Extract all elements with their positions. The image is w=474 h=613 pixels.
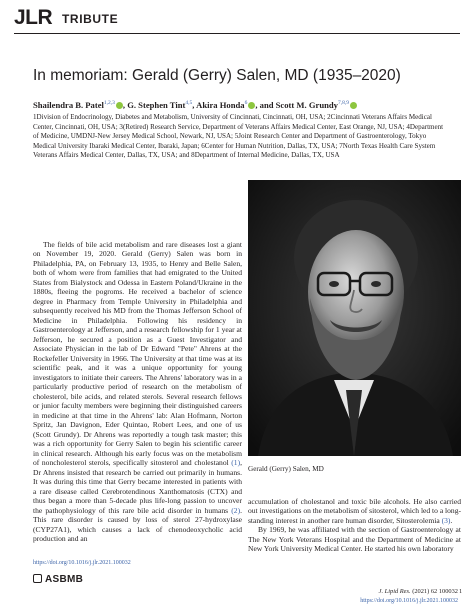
author-affil-sup: 7,8,9: [337, 100, 349, 107]
journal-logo: JLR: [14, 6, 53, 29]
reference-link[interactable]: (1): [231, 458, 241, 468]
asbmb-logo-icon: [33, 574, 42, 583]
author-affil-sup: 4,5: [185, 100, 193, 107]
journal-citation: J. Lipid Res. (2021) 62 100032: [378, 588, 458, 595]
affiliations: 1Division of Endocrinology, Diabetes and Metabolism, University of Cincinnati, Cincinnati, OH, USA; 2Cincinnati Veterans Affairs Medical Center, Cincinnati, OH, USA; 3(Retired) Research Service, Department of Veterans Affairs Medical Center, East Orange, NJ, USA; 4Department of Medicine, UMDNJ-New Jersey Medical School, Newark, NJ, USA; 5Joint Research Center and Department of Gastroenterology, Tokyo Medical University Ibaraki Medical Center, Ibaraki, Japan; 6Center for Human Nutrition, Dallas, TX, USA; 7North Texas Health Care System Veterans Affairs Medical Center, Dallas, TX, USA; and 8Department of Internal Medicine, Dallas, TX, USA: [33, 113, 444, 159]
author-name: G. Stephen Tint: [127, 100, 186, 110]
body-paragraph: accumulation of cholestanol and toxic bile alcohols. He also carried out investigations on the metabolism of sitosterol, which led to a long-standing interest in another rare human disorder, Sitosterolemia (3).: [248, 497, 461, 525]
section-label: TRIBUTE: [62, 12, 119, 26]
body-column-right: [248, 497, 461, 554]
body-paragraph: By 1969, he was affiliated with the section of Gastroenterology at The New York Veterans Hospital and the Department of Medicine at New York University Medical Center. He started his own laboratory: [248, 525, 461, 554]
header-rule: [14, 33, 460, 34]
author-name: Akira Honda: [196, 100, 245, 110]
doi-link[interactable]: https://doi.org/10.1016/j.jlr.2021.100032: [33, 560, 131, 566]
footer-doi-link[interactable]: https://doi.org/10.1016/j.jlr.2021.100032: [360, 598, 458, 604]
author-name: Scott M. Grundy: [275, 100, 338, 110]
author-affil-sup: 6: [244, 100, 248, 107]
body-column-left: [33, 240, 242, 544]
publisher-logo: ASBMB: [33, 574, 83, 585]
article-title: In memoriam: Gerald (Gerry) Salen, MD (1935–2020): [33, 67, 401, 84]
body-paragraph: The fields of bile acid metabolism and rare diseases lost a giant on November 19, 2020. Gerald (Gerry) Salen was born in Philadelphia, PA, on February 13, 1935, to Henry and Belle Salen, both of whom were from families that had emigrated to the United States from Bialystock and Odessa in Eastern Poland/Ukraine in the 1880s, fleeing the pogroms. He received a bachelor of science degree in Pharmacy from Temple University in Philadelphia and subsequently received his MD from the Thomas Jefferson School of Medicine in Philadelphia. Following his residency in Gastroenterology at Jefferson, and a research fellowship for 1 year at Jefferson, he secured a position as a Guest Investigator and Associate Physician in the lab of Dr Edward "Pete" Ahrens at the Rockefeller University in 1966. The University at that time was at its scientific peak, and it was a unique opportunity for young investigators to initiate their careers. The Ahrens' laboratory was in a particularly productive period of research on the metabolism of cholesterol, bile acids, and related sterols. Several research fellows or junior faculty members were beginning their distinguished careers in medicine at that time in the Ahrens' lab: Alan Hofmann, Norton Spritz, Jan Davignon, Eder Quintao, Robert Lees, and one of us (Scott Grundy). Dr Ahrens was reportedly a tough task master; this was a rich opportunity for Gerry Salen to begin his scientific career in clinical research. Although his early focus was on the metabolism of noncholesterol sterols, specifically sitosterol and cholestanol (1), Dr Ahrens insisted that research be carried out primarily in humans. It was during this time that Gerry became interested in patients with a rare disease called Cerebrotendinous Xanthomatosis (CTX) and thus began a more than 5-decade plus life-long passion to uncover the pathophysiology of this rare bile acid disorder in humans (2). This rare disorder is caused by loss of sterol 27-hydroxylase (CYP27A1), which causes a lack of chenodeoxycholic acid production and an: [33, 240, 242, 544]
author-affil-sup: 1,2,3: [103, 100, 115, 107]
reference-link[interactable]: (3): [441, 515, 451, 525]
photo-caption: Gerald (Gerry) Salen, MD: [248, 465, 324, 473]
author-list: Shailendra B. Patel$^{1,2,3}$ , G. Stephen Tint$^{4,5}$, Akira Honda$^6$ , and Scott M. Grundy$^{7,8,9}$: [33, 100, 357, 110]
portrait-illustration: [248, 180, 461, 456]
page-number: 1: [459, 588, 463, 595]
orcid-icon[interactable]: [116, 102, 123, 109]
reference-link[interactable]: (2): [231, 505, 241, 515]
author-name: Shailendra B. Patel: [33, 100, 104, 110]
orcid-icon[interactable]: [350, 102, 357, 109]
portrait-photo: [248, 180, 461, 456]
